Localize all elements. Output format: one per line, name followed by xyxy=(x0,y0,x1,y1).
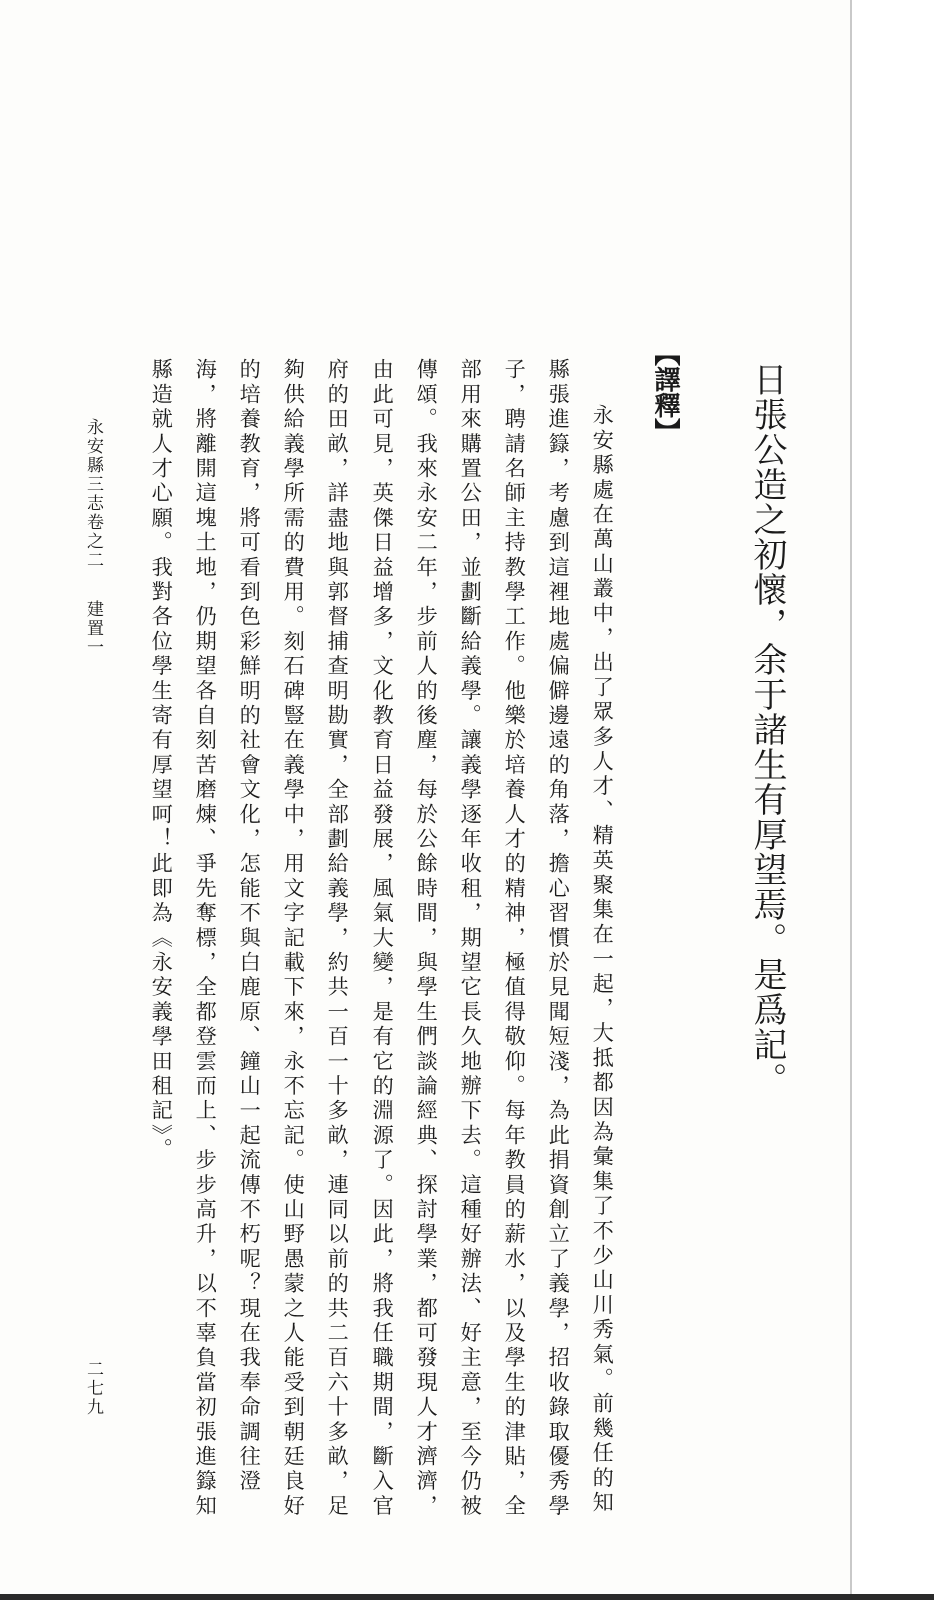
translation-line: 傳頌。我來永安二年，步前人的後塵，每於公餘時間，與學生們談論經典、探討學業，都可發現人才濟濟， xyxy=(414,358,440,1519)
scan-bottom-edge xyxy=(0,1594,934,1600)
translation-line: 縣張進籙，考慮到這裡地處偏僻邊遠的角落，擔心習慣於見聞短淺，為此捐資創立了義學，招收錄取優秀學 xyxy=(546,358,572,1519)
translation-line: 永安縣處在萬山叢中，出了眾多人才、精英聚集在一起，大抵都因為彙集了不少山川秀氣。前幾任的知 xyxy=(590,404,616,1516)
translation-line: 的培養教育，將可看到色彩鮮明的社會文化，怎能不與白鹿原、鐘山一起流傳不朽呢？現在我奉命調往澄 xyxy=(237,358,263,1495)
translation-line: 縣造就人才心願。我對各位學生寄有厚望呵！此即為《永安義學田租記》。 xyxy=(149,358,175,1163)
translation-line: 府的田畝，詳盡地與郭督捕查明勘實，全部劃給義學，約共一百一十多畝，連同以前的共二百六十多畝，足 xyxy=(325,358,351,1519)
running-footer-section: 建置一 xyxy=(83,600,103,657)
original-text-line: 日張公造之初懷，余于諸生有厚望焉。是爲記。 xyxy=(747,362,787,1097)
section-label-translation: 【譯釋】 xyxy=(650,340,680,444)
translation-line: 部用來購置公田，並劃斷給義學。讓義學逐年收租，期望它長久地辦下去。這種好辦法、好主意，至今仍被 xyxy=(458,358,484,1519)
translation-line: 由此可見，英傑日益增多，文化教育日益發展，風氣大變，是有它的淵源了。因此，將我任職期間，斷入官 xyxy=(370,358,396,1519)
translation-line: 海，將離開這塊土地，仍期望各自刻苦磨煉、爭先奪標，全都登雲而上、步步高升，以不辜負當初張進籙知 xyxy=(193,358,219,1519)
page-edge-divider xyxy=(850,0,852,1600)
running-footer-book-title: 永安縣三志卷之二 xyxy=(83,418,103,570)
translation-line: 子，聘請名師主持教學工作。他樂於培養人才的精神，極值得敬仰。每年教員的薪水，以及學生的津貼，全 xyxy=(502,358,528,1519)
page-number: 二七九 xyxy=(83,1360,103,1417)
translation-line: 夠供給義學所需的費用。刻石碑豎在義學中，用文字記載下來，永不忘記。使山野愚蒙之人能受到朝廷良好 xyxy=(281,358,307,1519)
